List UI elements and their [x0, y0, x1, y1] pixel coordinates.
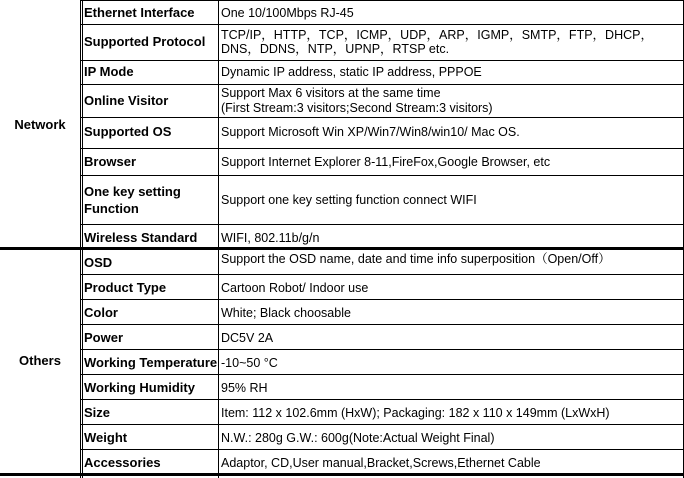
spec-label: Product Type — [84, 280, 167, 295]
column-divider — [80, 0, 81, 478]
spec-label: Online Visitor — [84, 93, 169, 108]
row-divider — [80, 424, 684, 425]
row-divider — [80, 299, 684, 300]
column-divider — [218, 0, 219, 478]
spec-value: Support Max 6 visitors at the same time — [221, 86, 441, 100]
spec-value: White; Black choosable — [221, 306, 351, 320]
row-divider — [80, 24, 684, 25]
spec-label: Weight — [84, 430, 128, 445]
spec-label: Ethernet Interface — [84, 5, 195, 20]
section-divider — [0, 247, 684, 250]
spec-value: TCP/IP，HTTP，TCP，ICMP，UDP，ARP，IGMP，SMTP，FTP，DHCP，DNS，DDNS，NTP，UPNP，RTSP etc. — [221, 28, 653, 56]
spec-value: Adaptor, CD,User manual,Bracket,Screws,Ethernet Cable — [221, 456, 541, 470]
row-divider — [80, 274, 684, 275]
row-divider — [80, 84, 684, 85]
spec-value: Item: 112 x 102.6mm (HxW); Packaging: 182 x 110 x 149mm (LxWxH) — [221, 406, 610, 420]
table-bottom-border — [0, 473, 684, 476]
spec-value: Support the OSD name, date and time info superposition（Open/Off） — [221, 252, 611, 266]
row-divider — [80, 449, 684, 450]
row-divider — [80, 374, 684, 375]
spec-label: IP Mode — [84, 64, 134, 79]
row-divider — [80, 224, 684, 225]
row-divider — [80, 324, 684, 325]
spec-label: Supported OS — [84, 124, 172, 139]
spec-label: Working Humidity — [84, 380, 195, 395]
spec-label: Function — [84, 201, 139, 216]
spec-label: One key setting — [84, 184, 181, 199]
spec-label: Supported Protocol — [84, 34, 206, 49]
spec-value: Dynamic IP address, static IP address, PPPOE — [221, 65, 482, 79]
spec-label: Color — [84, 305, 118, 320]
spec-value: Support Microsoft Win XP/Win7/Win8/win10/ Mac OS. — [221, 125, 520, 139]
column-divider — [82, 0, 83, 478]
spec-value: 95% RH — [221, 381, 268, 395]
row-divider — [80, 117, 684, 118]
row-divider — [80, 175, 684, 176]
row-divider — [80, 60, 684, 61]
spec-value: (First Stream:3 visitors;Second Stream:3 visitors) — [221, 101, 493, 115]
category-label: Network — [14, 117, 66, 132]
spec-label: Accessories — [84, 455, 161, 470]
spec-value: -10~50 °C — [221, 356, 278, 370]
row-divider — [80, 349, 684, 350]
row-divider — [80, 0, 684, 1]
spec-value: Support Internet Explorer 8-11,FireFox,Google Browser, etc — [221, 155, 551, 169]
spec-value: WIFI, 802.11b/g/n — [221, 231, 320, 245]
spec-value: One 10/100Mbps RJ-45 — [221, 6, 354, 20]
spec-label: Power — [84, 330, 124, 345]
spec-label: OSD — [84, 255, 113, 270]
category-label: Others — [19, 353, 61, 368]
spec-label: Browser — [84, 154, 137, 169]
spec-label: Wireless Standard — [84, 230, 198, 245]
spec-label: Size — [84, 405, 111, 420]
spec-value: N.W.: 280g G.W.: 600g(Note:Actual Weight Final) — [221, 431, 495, 445]
row-divider — [80, 148, 684, 149]
row-divider — [80, 399, 684, 400]
spec-value: DC5V 2A — [221, 331, 274, 345]
spec-value: Support one key setting function connect WIFI — [221, 193, 477, 207]
spec-value: Cartoon Robot/ Indoor use — [221, 281, 369, 295]
spec-label: Working Temperature — [84, 355, 218, 370]
